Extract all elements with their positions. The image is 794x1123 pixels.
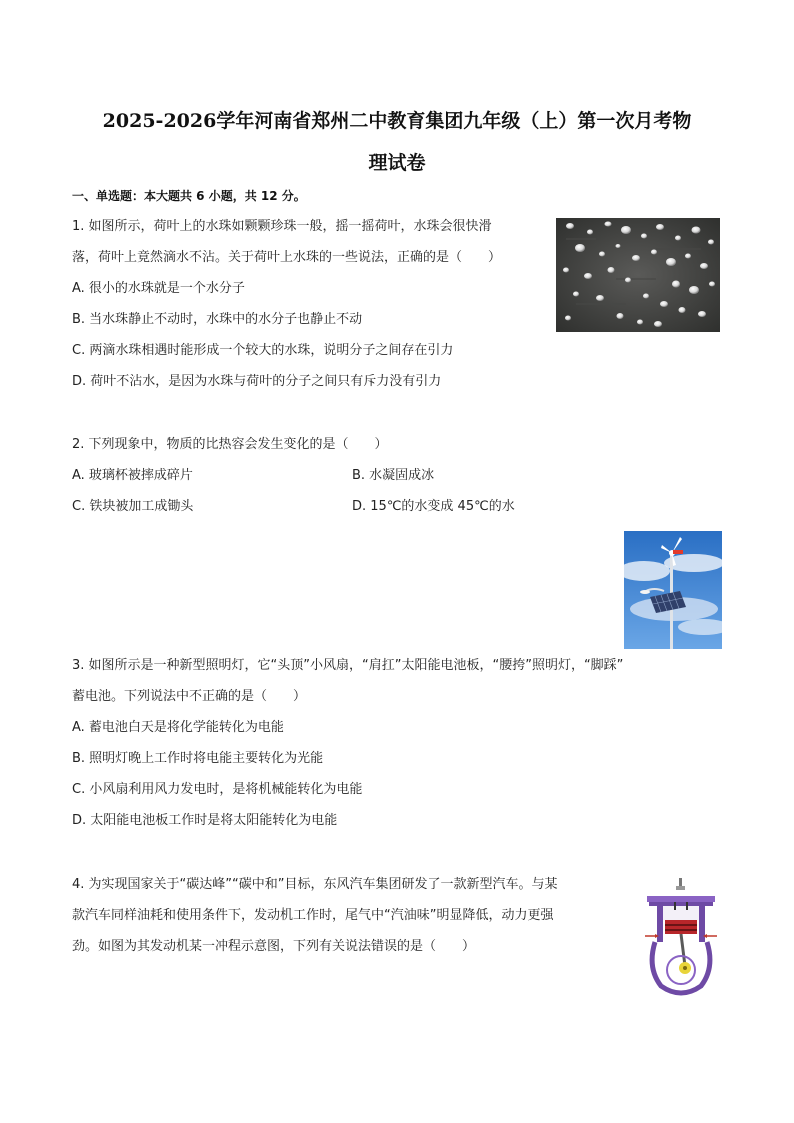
q3-option-a: A. 蓄电池白天是将化学能转化为电能 [72, 720, 284, 735]
q4-stem-line-2: 款汽车同样油耗和使用条件下，发动机工作时，尾气中“汽油味”明显降低，动力更强 [72, 908, 554, 923]
q4-stem-line-3: 劲。如图为其发动机某一冲程示意图，下列有关说法错误的是（ ） [72, 939, 476, 954]
q2-stem: 2. 下列现象中，物质的比热容会发生变化的是（ ） [72, 437, 388, 452]
q1-option-d: D. 荷叶不沾水，是因为水珠与荷叶的分子之间只有斥力没有引力 [72, 374, 442, 389]
q2-option-c: C. 铁块被加工成锄头 [72, 499, 194, 514]
q3-option-b: B. 照明灯晚上工作时将电能主要转化为光能 [72, 751, 324, 766]
wind-solar-street-lamp-image [624, 531, 722, 649]
q4-stem-line-1: 4. 为实现国家关于“碳达峰”“碳中和”目标，东风汽车集团研发了一款新型汽车。与某 [72, 877, 558, 892]
q1-option-c: C. 两滴水珠相遇时能形成一个较大的水珠，说明分子之间存在引力 [72, 343, 454, 358]
section-heading: 一、单选题：本大题共 6 小题，共 12 分。 [72, 189, 306, 203]
q2-option-b: B. 水凝固成冰 [352, 468, 435, 483]
q3-stem-line-1: 3. 如图所示是一种新型照明灯，它“头顶”小风扇，“肩扛”太阳能电池板，“腰挎”照明灯，“脚踩” [72, 658, 624, 673]
q1-option-a: A. 很小的水珠就是一个水分子 [72, 281, 245, 296]
q3-option-d: D. 太阳能电池板工作时是将太阳能转化为电能 [72, 813, 338, 828]
lotus-leaf-droplets-image [556, 218, 720, 332]
exam-title-line-1: 2025-2026学年河南省郑州二中教育集团九年级（上）第一次月考物 [102, 110, 692, 132]
q2-option-a: A. 玻璃杯被摔成碎片 [72, 468, 193, 483]
engine-stroke-diagram-image [641, 876, 721, 998]
q2-option-d: D. 15℃的水变成 45℃的水 [352, 499, 515, 514]
exam-title-line-2: 理试卷 [368, 152, 426, 174]
q3-option-c: C. 小风扇利用风力发电时，是将机械能转化为电能 [72, 782, 363, 797]
q3-stem-line-2: 蓄电池。下列说法中不正确的是（ ） [72, 689, 307, 704]
q1-option-b: B. 当水珠静止不动时，水珠中的水分子也静止不动 [72, 312, 363, 327]
q1-stem-line-2: 落，荷叶上竟然滴水不沾。关于荷叶上水珠的一些说法，正确的是（ ） [72, 250, 502, 265]
q1-stem-line-1: 1. 如图所示，荷叶上的水珠如颗颗珍珠一般，摇一摇荷叶，水珠会很快滑 [72, 219, 492, 234]
